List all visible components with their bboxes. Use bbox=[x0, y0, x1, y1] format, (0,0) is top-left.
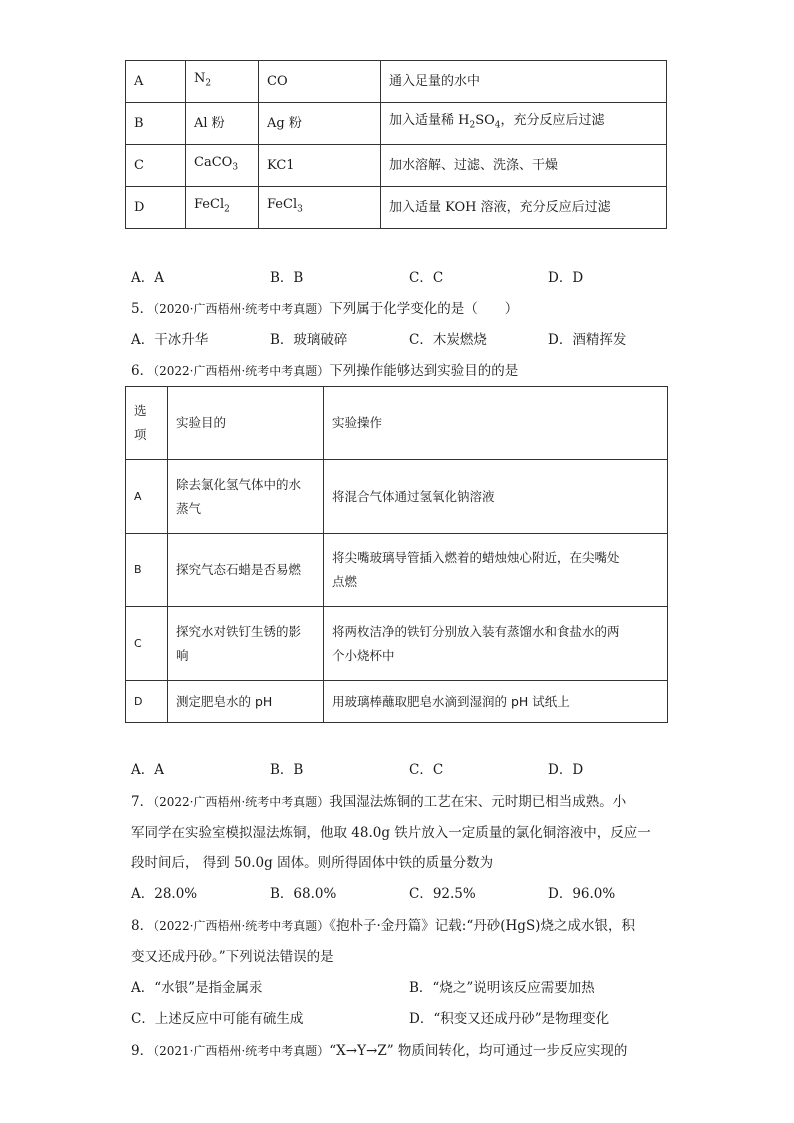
option-d: D．“积变又还成丹砂”是物理变化 bbox=[409, 1011, 610, 1027]
table-header-row bbox=[126, 387, 668, 460]
option-c: C．C bbox=[409, 762, 444, 778]
option-b: B．68.0% bbox=[270, 886, 337, 902]
substance-cell: FeCl$_2$ bbox=[186, 187, 259, 229]
option-d: D．D bbox=[548, 270, 584, 286]
operation-cell: 将两枚洁净的铁钉分别放入装有蒸馏水和食盐水的两 个小烧杯中 bbox=[324, 607, 668, 681]
question-7-stem: 7．（2022·广西梧州·统考中考真题）我国湿法炼铜的工艺在宋、元时期已相当成熟。小 bbox=[131, 794, 627, 810]
option-c: C．上述反应中可能有硫生成 bbox=[131, 1011, 304, 1027]
question-5-stem: 5．（2020·广西梧州·统考中考真题）下列属于化学变化的是（ ） bbox=[131, 301, 519, 317]
row-label: D bbox=[126, 681, 168, 723]
substance-cell: CaCO$_3$ bbox=[186, 145, 259, 187]
table-row bbox=[126, 187, 667, 229]
operation-cell: 将尖嘴玻璃导管插入燃着的蜡烛烛心附近，在尖嘴处 点燃 bbox=[324, 534, 668, 607]
question-6-stem: 6．（2022·广西梧州·统考中考真题）下列操作能够达到实验目的的是 bbox=[131, 363, 519, 379]
table-row bbox=[126, 61, 667, 103]
row-label: B bbox=[126, 103, 186, 145]
row-label: B bbox=[126, 534, 168, 607]
option-a: A．A bbox=[131, 762, 164, 778]
question-9-stem: 9．（2021·广西梧州·统考中考真题）“X→Y→Z” 物质间转化，均可通过一步反应实现的 bbox=[131, 1043, 628, 1059]
impurity-cell: Ag 粉 bbox=[259, 103, 381, 145]
option-d: D．酒精挥发 bbox=[548, 332, 627, 348]
substance-cell: Al 粉 bbox=[186, 103, 259, 145]
method-cell: 加入适量 KOH 溶液，充分反应后过滤 bbox=[381, 187, 667, 229]
table-row bbox=[126, 460, 668, 534]
row-label: D bbox=[126, 187, 186, 229]
option-b: B．“烧之”说明该反应需要加热 bbox=[409, 980, 595, 996]
method-cell: 加入适量稀 $H_2SO_4$，充分反应后过滤 bbox=[381, 103, 667, 145]
table-row bbox=[126, 607, 668, 681]
method-cell: 加水溶解、过滤、洗涤、干燥 bbox=[381, 145, 667, 187]
option-a: A．“水银”是指金属汞 bbox=[131, 980, 263, 996]
option-c: C．木炭燃烧 bbox=[409, 332, 487, 348]
aim-cell: 探究水对铁钉生锈的影 响 bbox=[168, 607, 324, 681]
operation-cell: 将混合气体通过氢氧化钠溶液 bbox=[324, 460, 668, 534]
option-a: A．28.0% bbox=[131, 886, 198, 902]
impurity-cell: CO bbox=[259, 61, 381, 103]
experiment-table bbox=[125, 386, 668, 723]
impurity-table bbox=[125, 60, 667, 229]
aim-cell: 除去氯化氢气体中的水 蒸气 bbox=[168, 460, 324, 534]
option-b: B．B bbox=[270, 762, 304, 778]
option-d: D．D bbox=[548, 762, 584, 778]
table-row bbox=[126, 534, 668, 607]
header-cell: 选 项 bbox=[126, 387, 168, 460]
header-cell: 实验操作 bbox=[324, 387, 668, 460]
question-7-line: 军同学在实验室模拟湿法炼铜，他取 48.0g 铁片放入一定质量的氯化铜溶液中，反应一 bbox=[131, 825, 651, 841]
option-c: C．92.5% bbox=[409, 886, 476, 902]
option-b: B．玻璃破碎 bbox=[270, 332, 348, 348]
question-8-stem: 8．（2022·广西梧州·统考中考真题）《抱朴子·金丹篇》记载:“丹砂(HgS)烧之成水银，积 bbox=[131, 918, 635, 934]
table-row bbox=[126, 145, 667, 187]
method-cell: 通入足量的水中 bbox=[381, 61, 667, 103]
impurity-cell: FeCl$_3$ bbox=[259, 187, 381, 229]
row-label: A bbox=[126, 61, 186, 103]
row-label: C bbox=[126, 607, 168, 681]
row-label: C bbox=[126, 145, 186, 187]
option-a: A．A bbox=[131, 270, 164, 286]
option-d: D．96.0% bbox=[548, 886, 616, 902]
impurity-cell: KC1 bbox=[259, 145, 381, 187]
header-cell: 实验目的 bbox=[168, 387, 324, 460]
option-c: C．C bbox=[409, 270, 444, 286]
question-7-line: 段时间后， 得到 50.0g 固体。则所得固体中铁的质量分数为 bbox=[131, 855, 494, 871]
operation-cell: 用玻璃棒蘸取肥皂水滴到湿润的 pH 试纸上 bbox=[324, 681, 668, 723]
substance-cell: $N_2$ bbox=[186, 61, 259, 103]
question-8-line: 变又还成丹砂。”下列说法错误的是 bbox=[131, 949, 334, 965]
table-row bbox=[126, 681, 668, 723]
aim-cell: 探究气态石蜡是否易燃 bbox=[168, 534, 324, 607]
option-a: A．干冰升华 bbox=[131, 332, 209, 348]
option-b: B．B bbox=[270, 270, 304, 286]
row-label: A bbox=[126, 460, 168, 534]
aim-cell: 测定肥皂水的 pH bbox=[168, 681, 324, 723]
table-row bbox=[126, 103, 667, 145]
